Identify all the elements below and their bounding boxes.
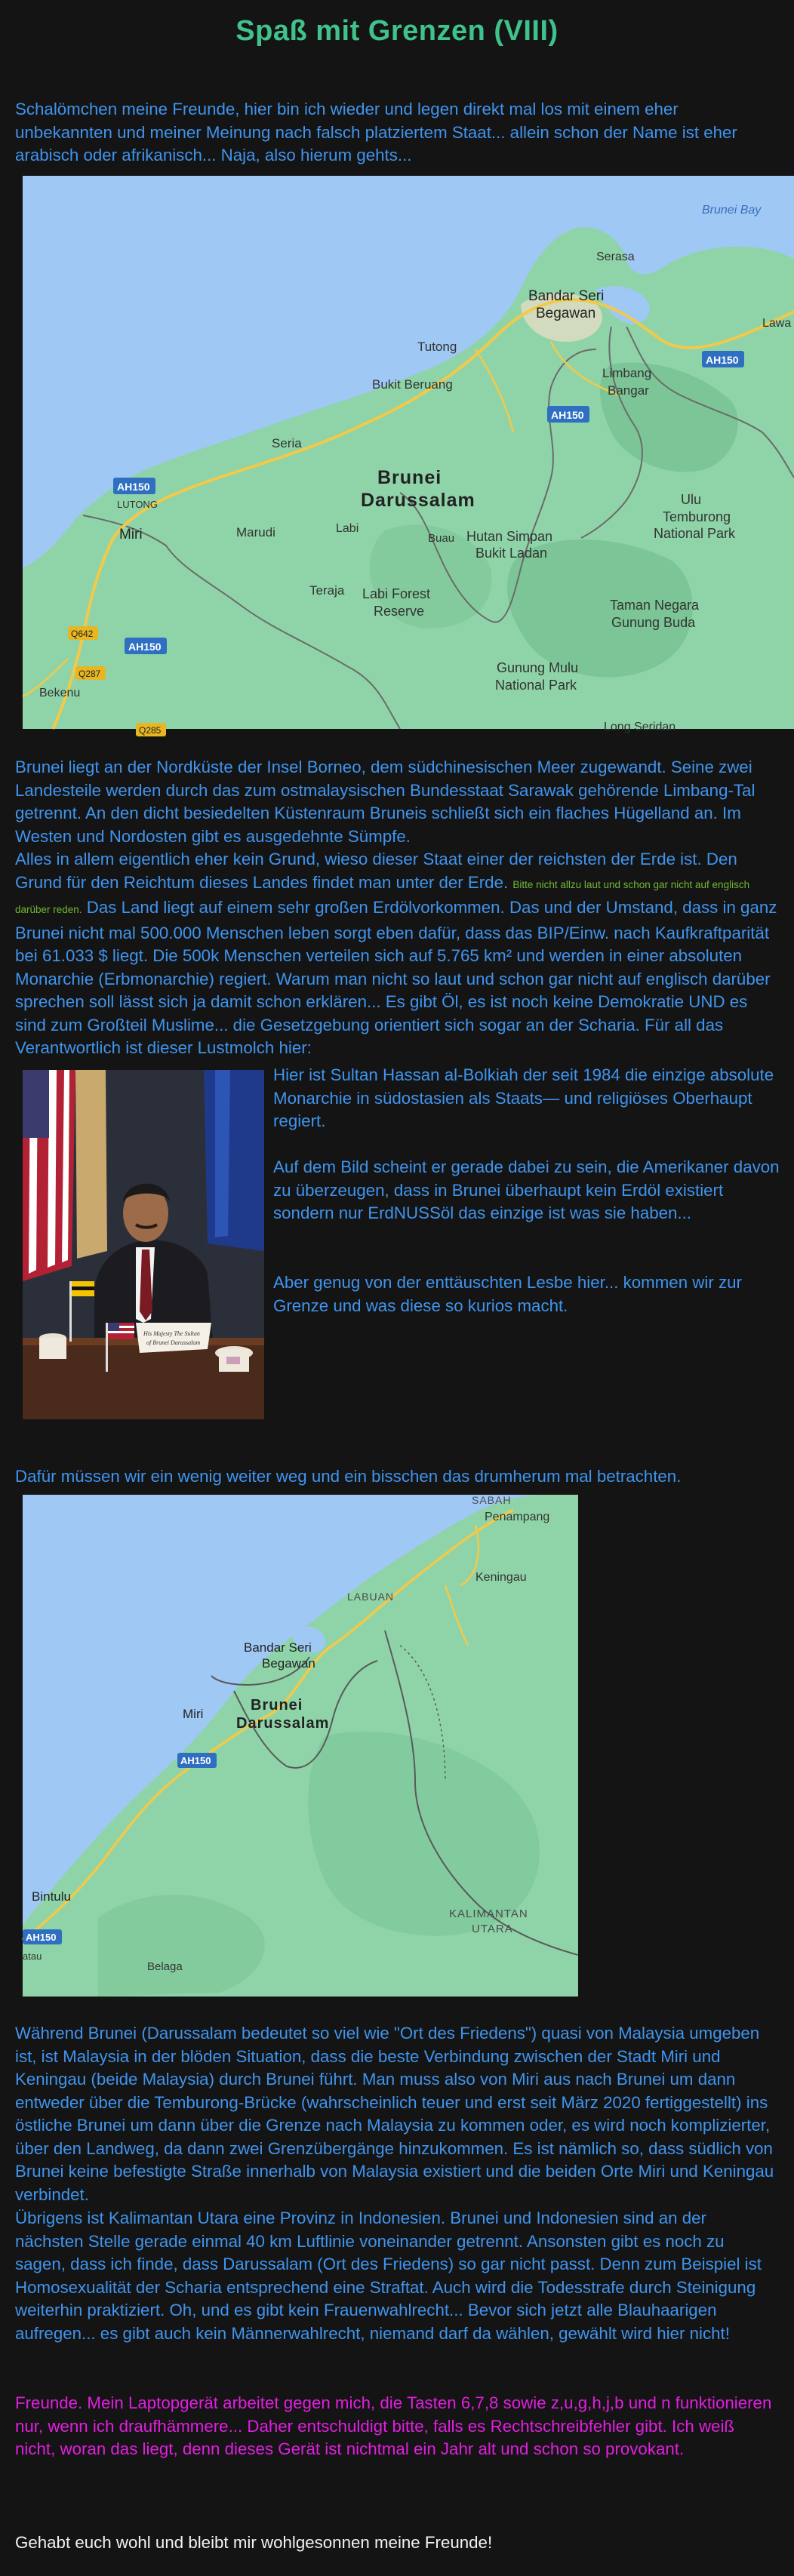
paragraph-overview: Dafür müssen wir ein wenig weiter weg und ein bisschen das drumherum mal betrachten.: [15, 1467, 682, 1486]
side-text-sultan: Hier ist Sultan Hassan al-Bolkiah der seit 1984 die einzige absolute Monarchie in südostasien als Staats— und religiöses Oberhaupt regiert.: [273, 1065, 774, 1130]
map-label: Lawa: [762, 317, 792, 330]
road-label: Q285: [139, 725, 162, 736]
side-text-oil-joke: Auf dem Bild scheint er gerade dabei zu sein, die Amerikaner davon zu überzeugen, dass in Brunei überhaupt kein Erdöl existiert sondern nur ErdNUSSöl das einzige ist was sie haben...: [273, 1157, 780, 1222]
paragraph-wealth-text-b: Das Land liegt auf einem sehr großen Erdölvorkommen. Das und der Umstand, dass in ganz Brunei nicht mal 500.000 Menschen leben sorgt eben dafür, dass das BIP/Einw. nach Kaufkraftparität bei 61.033 $ liegt. Die 500k Menschen verteilen sich auf 5.765 km² und werden in einer absoluten Monarchie (Erbmonarchie) regiert. Warum man nicht so laut und schon gar nicht auf englisch darüber sprechen soll lässt sich ja damit schon erklären... Es gibt Öl, es ist noch keine Demokratie UND es sind zum Großteil Muslime... die Gesetzgebung orientiert sich sogar an der Scharia. Für all das Verantwortlich ist dieser Lustmolch hier:: [15, 898, 777, 1057]
map-label: Bukit Beruang: [372, 377, 453, 392]
map-borneo-north[interactable]: [23, 1495, 578, 1997]
map-label: Reserve: [374, 604, 425, 619]
paragraph-border-curiosity: Während Brunei (Darussalam bedeutet so viel wie "Ort des Friedens") quasi von Malaysia umgeben ist, ist Malaysia in der blöden Situation, dass die beste Verbindung zwischen der Stadt Miri und Keningau (beide Malaysia) durch Brunei führt. Man muss also von Miri aus nach Brunei um dann entweder über die Temburong-Brücke (wahrscheinlich teuer und erst seit März 2020 fertiggestellt) ins östliche Brunei um dann über die Grenze nach Malaysia zu kommen oder, es wird noch komplizierter, über den Landweg, da dann zwei Grenzübergänge hinzukommen. Es ist nämlich so, dass südlich von Brunei keine befestigte Straße innerhalb von Malaysia existiert und die beiden Orte Miri und Keningau verbindet.: [15, 2024, 774, 2204]
small-green-note: Bitte nicht allzu laut und schon gar nicht auf englisch darüber reden.: [15, 878, 750, 915]
placard-line-2: of Brunei Darussalam: [146, 1339, 201, 1346]
map-label: Labi Forest: [362, 586, 431, 601]
page-title: Spaß mit Grenzen (VIII): [235, 15, 559, 47]
region-label: SABAH: [472, 1494, 512, 1506]
city-label: Begawan: [262, 1656, 315, 1671]
country-label: Brunei: [251, 1697, 303, 1714]
city-label: Bandar Seri: [244, 1640, 312, 1655]
paragraph-geography: Brunei liegt an der Nordküste der Insel Borneo, dem südchinesischen Meer zugewandt. Seine zwei Landesteile werden durch das zum ostmalaysischen Bundesstaat Sarawak gehörende Limbang-Tal getrennt. An den dicht besiedelten Küstenraum Bruneis schließt sich ein flaches Hügelland an. Im Westen und Nordosten gibt es ausgedehnte Sümpfe.: [15, 758, 756, 846]
highway-label: AH150: [117, 481, 150, 493]
city-label: Miri: [119, 527, 143, 543]
map-label: Long Seridan: [604, 721, 676, 733]
intro-paragraph: Schalömchen meine Freunde, hier bin ich wieder und legen direkt mal los mit einem eher unbekannten und meiner Meinung nach falsch platziertem Staat... allein schon der Name ist eher arabisch oder afrikanisch... Naja, also hierum gehts...: [15, 100, 737, 164]
map-label: Tutong: [417, 340, 457, 354]
map-label: National Park: [654, 526, 736, 541]
map-label: Marudi: [236, 525, 275, 539]
map-label: Brunei Bay: [702, 204, 762, 217]
paragraph-farewell: Gehabt euch wohl und bleibt mir wohlgesonnen meine Freunde!: [15, 2533, 493, 2552]
city-label: Miri: [183, 1707, 204, 1721]
map-label: Ulu: [681, 492, 702, 507]
region-label: KALIMANTAN: [449, 1907, 528, 1920]
region-label: LABUAN: [347, 1591, 395, 1603]
city-label: Begawan: [536, 306, 596, 321]
highway-label: AH150: [26, 1932, 57, 1943]
map-brunei-close[interactable]: [23, 176, 794, 736]
map-label: Gunung Mulu: [497, 660, 579, 675]
map-label: Bukit Ladan: [475, 546, 548, 561]
map-label: Penampang: [485, 1511, 550, 1523]
map-label: Belaga: [147, 1960, 183, 1973]
map-label: Limbang: [602, 366, 652, 380]
map-label: Teraja: [309, 583, 345, 598]
country-label: Darussalam: [361, 490, 475, 511]
map-label: Serasa: [596, 251, 635, 263]
side-text-border-intro: Aber genug von der enttäuschten Lesbe hier... kommen wir zur Grenze und was diese so kurios macht.: [273, 1273, 742, 1315]
map-label: Temburong: [663, 509, 731, 524]
map-label: Hutan Simpan: [466, 529, 553, 544]
highway-label: AH150: [180, 1755, 211, 1766]
country-label: Darussalam: [236, 1715, 330, 1732]
paragraph-indonesia: Übrigens ist Kalimantan Utara eine Provinz in Indonesien. Brunei und Indonesien sind an der nächsten Stelle gerade einmal 40 km Luftlinie voneinander getrennt. Ansonsten gibt es noch zu sagen, dass ich finde, dass Darussalam (Ort des Friedens) so gar nicht passt. Denn zum Beispiel ist Homosexualität der Scharia entsprechend eine Straftat. Auch wird die Todesstrafe durch Steinigung weiterhin praktiziert. Oh, und es gibt kein Frauenwahlrecht... Bevor sich jetzt alle Blauhaarigen aufregen... es gibt auch kein Männerwahlrecht, niemand darf da wählen, gewählt wird hier nicht!: [15, 2209, 762, 2343]
city-label: Bintulu: [32, 1889, 71, 1904]
road-label: Q642: [71, 629, 94, 639]
region-label: UTARA: [472, 1923, 513, 1935]
paragraph-wealth-text-a: Alles in allem eigentlich eher kein Grund, wieso dieser Staat einer der reichsten der Erde ist. Den Grund für den Reichtum dieses Landes findet man unter der Erde.: [15, 850, 737, 892]
city-label: Bandar Seri: [528, 288, 605, 304]
map-label: Labi: [336, 522, 359, 535]
highway-label: AH150: [128, 641, 162, 653]
map-label: Bekenu: [39, 687, 81, 699]
map-label: LUTONG: [117, 499, 158, 510]
road-label: Q287: [78, 669, 101, 679]
highway-label: AH150: [551, 409, 584, 421]
map-label: Taman Negara: [610, 598, 700, 613]
paragraph-wealth: [15, 848, 777, 1060]
map-label: Gunung Buda: [611, 615, 696, 630]
map-label: Seria: [272, 436, 302, 450]
placard-line-1: His Majesty The Sultan: [143, 1330, 200, 1337]
map-label: Bangar: [608, 383, 649, 398]
map-label: National Park: [495, 678, 577, 693]
country-label: Brunei: [377, 467, 442, 488]
highway-label: AH150: [706, 354, 739, 366]
map-label: Keningau: [475, 1571, 527, 1584]
map-label: Buau: [428, 532, 455, 545]
map-label: atau: [23, 1950, 42, 1962]
paragraph-laptop-note: Freunde. Mein Laptopgerät arbeitet gegen mich, die Tasten 6,7,8 sowie z,u,g,h,j,b und n funktionieren nur, wenn ich draufhämmere... Daher entschuldigt bitte, falls es Rechtschreibfehler gibt. Ich weiß nicht, woran das liegt, denn dieses Gerät ist nichtmal ein Jahr alt und schon so provokant.: [15, 2393, 772, 2458]
sultan-photo: [23, 1070, 264, 1419]
